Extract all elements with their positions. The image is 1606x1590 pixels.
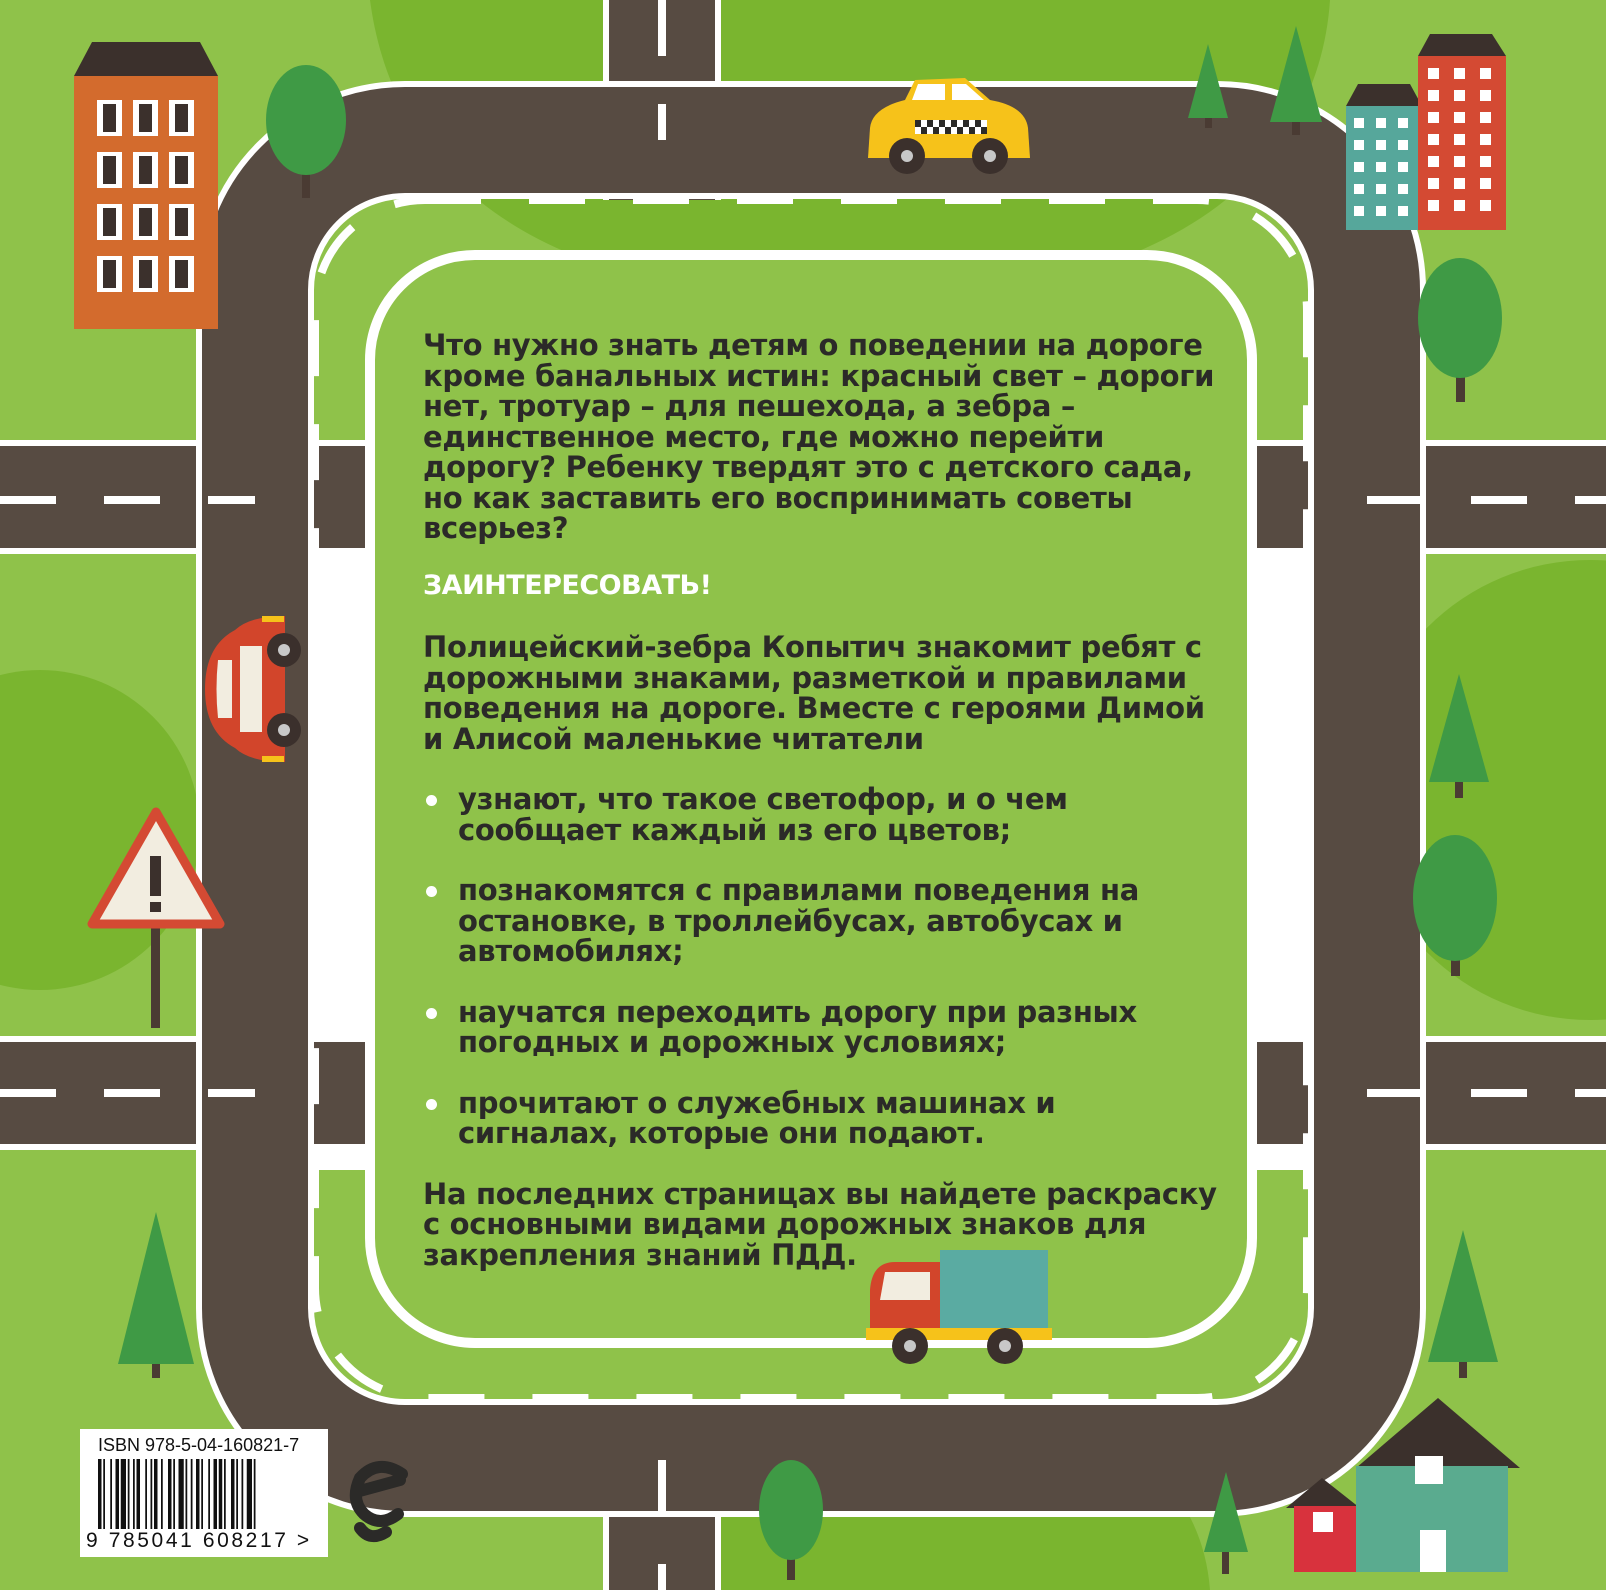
heading-interest: ЗАИНТЕРЕСОВАТЬ! (423, 569, 712, 601)
building-teal-icon (1346, 84, 1422, 230)
intro-paragraph: Что нужно знать детям о поведении на дороге кроме банальных истин: красный свет – дороги нет, тротуар – для пешехода, а зебра – единственное место, где можно перейти дорогу? Ребенку твердят это с детского сада, но как заставить его воспринимать советы всерьез? (423, 328, 1215, 545)
list-item: познакомятся с правилами поведения на остановке, в троллейбусах, автобусах и автомобилях; (423, 875, 1223, 967)
building-red-icon (1418, 34, 1506, 230)
list-item: узнают, что такое светофор, и о чем сообщает каждый из его цветов; (423, 784, 1223, 845)
barcode-bars (98, 1459, 310, 1529)
list-item: научатся переходить дорогу при разных погодных и дорожных условиях; (423, 997, 1223, 1058)
barcode-block (80, 1429, 328, 1557)
lead-paragraph: Полицейский-зебра Копытич знакомит ребят с дорожными знаками, разметкой и правилами поведения на дороге. Вместе с героями Димой и Алисой маленькие читатели (423, 630, 1205, 756)
list-item: прочитают о служебных машинах и сигналах, которые они подают. (423, 1088, 1223, 1149)
isbn-label: ISBN 978-5-04-160821-7 (98, 1435, 300, 1455)
benefits-list (423, 784, 1223, 1149)
barcode-number: 9 785041 608217 > (86, 1529, 312, 1552)
building-orange-icon (74, 42, 218, 329)
cover-description (423, 330, 1223, 1270)
outro-paragraph: На последних страницах вы найдете раскраску с основными видами дорожных знаков для закрепления знаний ПДД. (423, 1176, 1217, 1272)
